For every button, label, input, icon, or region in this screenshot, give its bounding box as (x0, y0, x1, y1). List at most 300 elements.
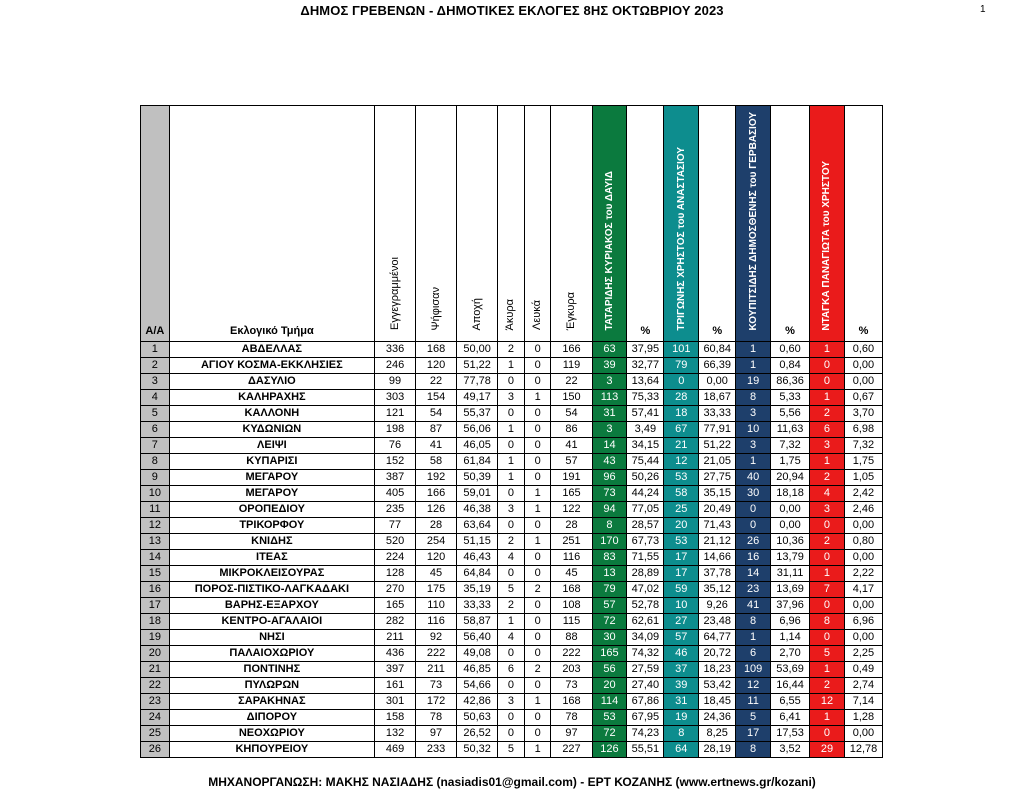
cell-pct-2: 23,48 (699, 614, 736, 630)
cell-pct-1: 47,02 (627, 582, 664, 598)
cell-invalid: 1 (498, 422, 525, 438)
cell-valid: 108 (551, 598, 592, 614)
cell-turnout: 33,33 (457, 598, 498, 614)
cell-candidate-3: 1 (736, 358, 771, 374)
cell-pct-4: 0,60 (844, 342, 882, 358)
cell-pct-2: 66,39 (699, 358, 736, 374)
cell-valid: 57 (551, 454, 592, 470)
cell-candidate-4: 2 (810, 534, 845, 550)
cell-pct-4: 7,14 (844, 694, 882, 710)
col-blank: Λευκά (524, 106, 551, 342)
cell-invalid: 0 (498, 374, 525, 390)
cell-invalid: 3 (498, 502, 525, 518)
cell-candidate-3: 26 (736, 534, 771, 550)
cell-candidate-1: 73 (592, 486, 627, 502)
cell-pct-3: 86,36 (771, 374, 810, 390)
cell-candidate-3: 30 (736, 486, 771, 502)
cell-pct-4: 1,28 (844, 710, 882, 726)
cell-invalid: 3 (498, 694, 525, 710)
cell-registered: 397 (374, 662, 415, 678)
cell-valid: 122 (551, 502, 592, 518)
cell-registered: 520 (374, 534, 415, 550)
cell-invalid: 2 (498, 598, 525, 614)
cell-invalid: 0 (498, 438, 525, 454)
cell-candidate-3: 11 (736, 694, 771, 710)
cell-registered: 270 (374, 582, 415, 598)
cell-pct-2: 33,33 (699, 406, 736, 422)
cell-candidate-4: 0 (810, 630, 845, 646)
cell-invalid: 4 (498, 630, 525, 646)
cell-candidate-4: 3 (810, 438, 845, 454)
cell-turnout: 42,86 (457, 694, 498, 710)
cell-candidate-4: 1 (810, 454, 845, 470)
cell-valid: 119 (551, 358, 592, 374)
cell-candidate-2: 19 (664, 710, 699, 726)
cell-blank: 0 (524, 726, 551, 742)
cell-voted: 120 (416, 358, 457, 374)
col-pct-3: % (771, 106, 810, 342)
cell-blank: 1 (524, 390, 551, 406)
cell-turnout: 49,17 (457, 390, 498, 406)
cell-voted: 45 (416, 566, 457, 582)
cell-blank: 0 (524, 422, 551, 438)
table-row (141, 438, 883, 454)
table-row (141, 694, 883, 710)
cell-invalid: 0 (498, 518, 525, 534)
cell-candidate-3: 0 (736, 518, 771, 534)
cell-aa: 21 (141, 662, 170, 678)
cell-candidate-1: 43 (592, 454, 627, 470)
cell-candidate-1: 13 (592, 566, 627, 582)
cell-candidate-1: 14 (592, 438, 627, 454)
cell-pct-2: 0,00 (699, 374, 736, 390)
cell-valid: 41 (551, 438, 592, 454)
cell-candidate-4: 1 (810, 662, 845, 678)
cell-valid: 54 (551, 406, 592, 422)
cell-pct-1: 28,57 (627, 518, 664, 534)
cell-voted: 22 (416, 374, 457, 390)
cell-pct-2: 64,77 (699, 630, 736, 646)
cell-section: ΜΕΓΑΡΟΥ (169, 486, 374, 502)
cell-pct-4: 6,96 (844, 614, 882, 630)
cell-candidate-3: 40 (736, 470, 771, 486)
cell-aa: 14 (141, 550, 170, 566)
cell-invalid: 0 (498, 678, 525, 694)
cell-valid: 116 (551, 550, 592, 566)
col-candidate-2: ΤΡΙΓΩΝΗΣ ΧΡΗΣΤΟΣ του ΑΝΑΣΤΑΣΙΟΥ (664, 106, 699, 342)
cell-pct-2: 24,36 (699, 710, 736, 726)
cell-turnout: 61,84 (457, 454, 498, 470)
cell-pct-2: 77,91 (699, 422, 736, 438)
col-aa: Α/Α (141, 106, 170, 342)
footer-credit: ΜΗΧΑΝΟΡΓΑΝΩΣΗ: ΜΑΚΗΣ ΝΑΣΙΑΔΗΣ (nasiadis01@gmail.com) - ΕΡΤ ΚΟΖΑΝΗΣ (www.ertnews.gr/kozani) (208, 775, 816, 789)
cell-turnout: 51,22 (457, 358, 498, 374)
cell-pct-1: 28,89 (627, 566, 664, 582)
cell-invalid: 6 (498, 662, 525, 678)
cell-pct-2: 14,66 (699, 550, 736, 566)
cell-pct-4: 0,00 (844, 518, 882, 534)
cell-pct-2: 37,78 (699, 566, 736, 582)
cell-turnout: 63,64 (457, 518, 498, 534)
cell-invalid: 0 (498, 566, 525, 582)
cell-voted: 58 (416, 454, 457, 470)
cell-turnout: 56,06 (457, 422, 498, 438)
cell-pct-1: 3,49 (627, 422, 664, 438)
cell-pct-4: 0,00 (844, 374, 882, 390)
col-registered: Εγγεγραμμένοι (374, 106, 415, 342)
cell-voted: 87 (416, 422, 457, 438)
cell-voted: 172 (416, 694, 457, 710)
cell-registered: 152 (374, 454, 415, 470)
cell-aa: 5 (141, 406, 170, 422)
cell-voted: 97 (416, 726, 457, 742)
table-row (141, 678, 883, 694)
cell-candidate-1: 83 (592, 550, 627, 566)
cell-candidate-1: 20 (592, 678, 627, 694)
cell-candidate-4: 0 (810, 726, 845, 742)
cell-section: ΠΟΡΟΣ-ΠΙΣΤΙΚΟ-ΛΑΓΚΑΔΑΚΙ (169, 582, 374, 598)
cell-pct-2: 27,75 (699, 470, 736, 486)
table-row (141, 630, 883, 646)
cell-blank: 0 (524, 678, 551, 694)
cell-valid: 191 (551, 470, 592, 486)
cell-candidate-1: 3 (592, 374, 627, 390)
cell-candidate-2: 8 (664, 726, 699, 742)
cell-candidate-1: 165 (592, 646, 627, 662)
cell-candidate-4: 1 (810, 710, 845, 726)
cell-blank: 0 (524, 470, 551, 486)
cell-aa: 11 (141, 502, 170, 518)
cell-section: ΒΑΡΗΣ-ΕΞΑΡΧΟΥ (169, 598, 374, 614)
cell-turnout: 46,05 (457, 438, 498, 454)
cell-candidate-2: 28 (664, 390, 699, 406)
cell-registered: 303 (374, 390, 415, 406)
cell-blank: 0 (524, 374, 551, 390)
cell-candidate-3: 0 (736, 502, 771, 518)
cell-aa: 23 (141, 694, 170, 710)
cell-pct-1: 67,95 (627, 710, 664, 726)
cell-section: ΤΡΙΚΟΡΦΟΥ (169, 518, 374, 534)
cell-pct-3: 5,33 (771, 390, 810, 406)
cell-candidate-3: 8 (736, 614, 771, 630)
cell-candidate-2: 20 (664, 518, 699, 534)
cell-pct-1: 50,26 (627, 470, 664, 486)
cell-voted: 254 (416, 534, 457, 550)
table-row (141, 422, 883, 438)
table-row (141, 518, 883, 534)
cell-candidate-4: 1 (810, 566, 845, 582)
page-title: ΔΗΜΟΣ ΓΡΕΒΕΝΩΝ - ΔΗΜΟΤΙΚΕΣ ΕΚΛΟΓΕΣ 8ΗΣ ΟΚΤΩΒΡΙΟΥ 2023 (300, 3, 724, 18)
cell-candidate-2: 17 (664, 566, 699, 582)
cell-turnout: 49,08 (457, 646, 498, 662)
cell-invalid: 1 (498, 470, 525, 486)
cell-pct-2: 20,72 (699, 646, 736, 662)
cell-aa: 13 (141, 534, 170, 550)
col-turnout: Αποχή (457, 106, 498, 342)
cell-candidate-3: 8 (736, 742, 771, 758)
cell-candidate-1: 57 (592, 598, 627, 614)
cell-aa: 16 (141, 582, 170, 598)
cell-pct-3: 53,69 (771, 662, 810, 678)
cell-pct-1: 32,77 (627, 358, 664, 374)
cell-pct-4: 0,00 (844, 630, 882, 646)
cell-turnout: 55,37 (457, 406, 498, 422)
cell-candidate-3: 3 (736, 438, 771, 454)
cell-registered: 405 (374, 486, 415, 502)
cell-invalid: 5 (498, 582, 525, 598)
cell-voted: 120 (416, 550, 457, 566)
table-row (141, 358, 883, 374)
cell-invalid: 0 (498, 646, 525, 662)
cell-invalid: 2 (498, 342, 525, 358)
cell-candidate-4: 5 (810, 646, 845, 662)
cell-pct-4: 0,00 (844, 358, 882, 374)
cell-candidate-1: 94 (592, 502, 627, 518)
cell-pct-2: 28,19 (699, 742, 736, 758)
cell-pct-3: 13,69 (771, 582, 810, 598)
cell-candidate-4: 6 (810, 422, 845, 438)
cell-pct-4: 0,00 (844, 598, 882, 614)
cell-candidate-3: 1 (736, 630, 771, 646)
table-row (141, 582, 883, 598)
table-row (141, 406, 883, 422)
cell-pct-2: 18,23 (699, 662, 736, 678)
cell-section: ΑΓΙΟΥ ΚΟΣΜΑ-ΕΚΚΛΗΣΙΕΣ (169, 358, 374, 374)
cell-pct-4: 2,74 (844, 678, 882, 694)
cell-section: ΔΑΣΥΛΙΟ (169, 374, 374, 390)
cell-aa: 8 (141, 454, 170, 470)
cell-candidate-3: 23 (736, 582, 771, 598)
cell-candidate-1: 114 (592, 694, 627, 710)
cell-pct-2: 35,15 (699, 486, 736, 502)
cell-registered: 121 (374, 406, 415, 422)
cell-candidate-1: 56 (592, 662, 627, 678)
cell-pct-3: 6,55 (771, 694, 810, 710)
cell-pct-4: 0,80 (844, 534, 882, 550)
cell-candidate-1: 126 (592, 742, 627, 758)
cell-candidate-2: 18 (664, 406, 699, 422)
cell-section: ΟΡΟΠΕΔΙΟΥ (169, 502, 374, 518)
cell-voted: 110 (416, 598, 457, 614)
cell-candidate-2: 27 (664, 614, 699, 630)
col-candidate-1: ΤΑΤΑΡΙΔΗΣ ΚΥΡΙΑΚΟΣ του ΔΑΥΙΔ (592, 106, 627, 342)
cell-registered: 132 (374, 726, 415, 742)
cell-candidate-3: 109 (736, 662, 771, 678)
cell-voted: 78 (416, 710, 457, 726)
cell-voted: 233 (416, 742, 457, 758)
cell-aa: 20 (141, 646, 170, 662)
cell-registered: 282 (374, 614, 415, 630)
cell-pct-4: 6,98 (844, 422, 882, 438)
cell-pct-3: 6,96 (771, 614, 810, 630)
cell-voted: 175 (416, 582, 457, 598)
cell-candidate-3: 6 (736, 646, 771, 662)
cell-valid: 165 (551, 486, 592, 502)
cell-pct-1: 74,23 (627, 726, 664, 742)
cell-pct-2: 53,42 (699, 678, 736, 694)
cell-section: ΝΗΣΙ (169, 630, 374, 646)
cell-pct-4: 7,32 (844, 438, 882, 454)
table-row (141, 662, 883, 678)
cell-aa: 25 (141, 726, 170, 742)
col-voted: Ψήφισαν (416, 106, 457, 342)
cell-section: ΑΒΔΕΛΛΑΣ (169, 342, 374, 358)
cell-valid: 86 (551, 422, 592, 438)
cell-aa: 19 (141, 630, 170, 646)
cell-pct-1: 77,05 (627, 502, 664, 518)
cell-aa: 2 (141, 358, 170, 374)
table-row (141, 374, 883, 390)
cell-pct-3: 18,18 (771, 486, 810, 502)
cell-pct-2: 20,49 (699, 502, 736, 518)
cell-registered: 77 (374, 518, 415, 534)
cell-pct-3: 10,36 (771, 534, 810, 550)
results-table (140, 105, 883, 758)
cell-voted: 41 (416, 438, 457, 454)
cell-valid: 97 (551, 726, 592, 742)
cell-voted: 154 (416, 390, 457, 406)
cell-pct-3: 6,41 (771, 710, 810, 726)
cell-valid: 251 (551, 534, 592, 550)
cell-section: ΚΕΝΤΡΟ-ΑΓΑΛΑΙΟΙ (169, 614, 374, 630)
cell-candidate-1: 72 (592, 726, 627, 742)
cell-blank: 0 (524, 518, 551, 534)
cell-candidate-2: 67 (664, 422, 699, 438)
cell-pct-1: 55,51 (627, 742, 664, 758)
cell-candidate-3: 12 (736, 678, 771, 694)
cell-candidate-4: 3 (810, 502, 845, 518)
cell-pct-3: 17,53 (771, 726, 810, 742)
cell-candidate-4: 0 (810, 598, 845, 614)
cell-candidate-1: 8 (592, 518, 627, 534)
cell-pct-3: 2,70 (771, 646, 810, 662)
cell-pct-1: 75,44 (627, 454, 664, 470)
cell-blank: 0 (524, 358, 551, 374)
cell-pct-3: 0,00 (771, 502, 810, 518)
cell-registered: 161 (374, 678, 415, 694)
cell-blank: 2 (524, 662, 551, 678)
cell-valid: 115 (551, 614, 592, 630)
cell-pct-2: 9,26 (699, 598, 736, 614)
cell-candidate-1: 30 (592, 630, 627, 646)
cell-aa: 1 (141, 342, 170, 358)
cell-section: ΠΥΛΩΡΩΝ (169, 678, 374, 694)
cell-candidate-1: 72 (592, 614, 627, 630)
cell-candidate-2: 57 (664, 630, 699, 646)
cell-pct-2: 60,84 (699, 342, 736, 358)
cell-registered: 235 (374, 502, 415, 518)
cell-candidate-2: 79 (664, 358, 699, 374)
cell-candidate-4: 8 (810, 614, 845, 630)
cell-candidate-4: 12 (810, 694, 845, 710)
cell-section: ΚΥΔΩΝΙΩΝ (169, 422, 374, 438)
cell-pct-1: 67,73 (627, 534, 664, 550)
col-candidate-3: ΚΟΥΠΙΤΣΙΔΗΣ ΔΗΜΟΣΘΕΝΗΣ του ΓΕΡΒΑΣΙΟΥ (736, 106, 771, 342)
header-row (141, 106, 883, 342)
cell-pct-4: 4,17 (844, 582, 882, 598)
cell-turnout: 64,84 (457, 566, 498, 582)
cell-candidate-3: 3 (736, 406, 771, 422)
cell-candidate-4: 2 (810, 678, 845, 694)
cell-turnout: 56,40 (457, 630, 498, 646)
cell-candidate-2: 58 (664, 486, 699, 502)
cell-aa: 9 (141, 470, 170, 486)
cell-pct-4: 3,70 (844, 406, 882, 422)
cell-section: ΚΑΛΛΟΝΗ (169, 406, 374, 422)
cell-valid: 150 (551, 390, 592, 406)
cell-candidate-1: 79 (592, 582, 627, 598)
table-row (141, 470, 883, 486)
cell-aa: 10 (141, 486, 170, 502)
cell-valid: 227 (551, 742, 592, 758)
col-pct-1: % (627, 106, 664, 342)
cell-blank: 0 (524, 598, 551, 614)
cell-candidate-2: 0 (664, 374, 699, 390)
col-pct-4: % (844, 106, 882, 342)
cell-registered: 211 (374, 630, 415, 646)
cell-registered: 301 (374, 694, 415, 710)
cell-turnout: 50,63 (457, 710, 498, 726)
cell-section: ΠΑΛΑΙΟΧΩΡΙΟΥ (169, 646, 374, 662)
cell-invalid: 1 (498, 358, 525, 374)
cell-section: ΛΕΙΨΙ (169, 438, 374, 454)
cell-pct-3: 7,32 (771, 438, 810, 454)
col-valid: Έγκυρα (551, 106, 592, 342)
cell-pct-3: 11,63 (771, 422, 810, 438)
cell-invalid: 2 (498, 534, 525, 550)
cell-pct-1: 27,59 (627, 662, 664, 678)
cell-invalid: 3 (498, 390, 525, 406)
cell-candidate-1: 31 (592, 406, 627, 422)
page-number: 1 (980, 4, 986, 15)
cell-invalid: 4 (498, 550, 525, 566)
cell-pct-1: 67,86 (627, 694, 664, 710)
cell-pct-3: 0,00 (771, 518, 810, 534)
cell-pct-3: 13,79 (771, 550, 810, 566)
cell-pct-2: 21,12 (699, 534, 736, 550)
cell-candidate-1: 96 (592, 470, 627, 486)
col-candidate-4: ΝΤΑΓΚΑ ΠΑΝΑΓΙΩΤΑ του ΧΡΗΣΤΟΥ (810, 106, 845, 342)
cell-voted: 73 (416, 678, 457, 694)
cell-registered: 76 (374, 438, 415, 454)
cell-pct-3: 0,60 (771, 342, 810, 358)
cell-pct-4: 0,49 (844, 662, 882, 678)
cell-candidate-2: 59 (664, 582, 699, 598)
cell-valid: 78 (551, 710, 592, 726)
cell-blank: 0 (524, 646, 551, 662)
cell-pct-1: 34,15 (627, 438, 664, 454)
cell-candidate-3: 8 (736, 390, 771, 406)
cell-blank: 1 (524, 694, 551, 710)
cell-valid: 73 (551, 678, 592, 694)
cell-blank: 1 (524, 486, 551, 502)
cell-pct-2: 35,12 (699, 582, 736, 598)
cell-valid: 22 (551, 374, 592, 390)
cell-aa: 18 (141, 614, 170, 630)
cell-turnout: 46,43 (457, 550, 498, 566)
cell-blank: 0 (524, 342, 551, 358)
cell-valid: 203 (551, 662, 592, 678)
cell-registered: 469 (374, 742, 415, 758)
cell-pct-4: 1,75 (844, 454, 882, 470)
cell-pct-4: 2,25 (844, 646, 882, 662)
cell-valid: 168 (551, 694, 592, 710)
cell-registered: 165 (374, 598, 415, 614)
cell-section: ΚΝΙΔΗΣ (169, 534, 374, 550)
cell-invalid: 1 (498, 454, 525, 470)
cell-pct-4: 2,22 (844, 566, 882, 582)
cell-turnout: 51,15 (457, 534, 498, 550)
